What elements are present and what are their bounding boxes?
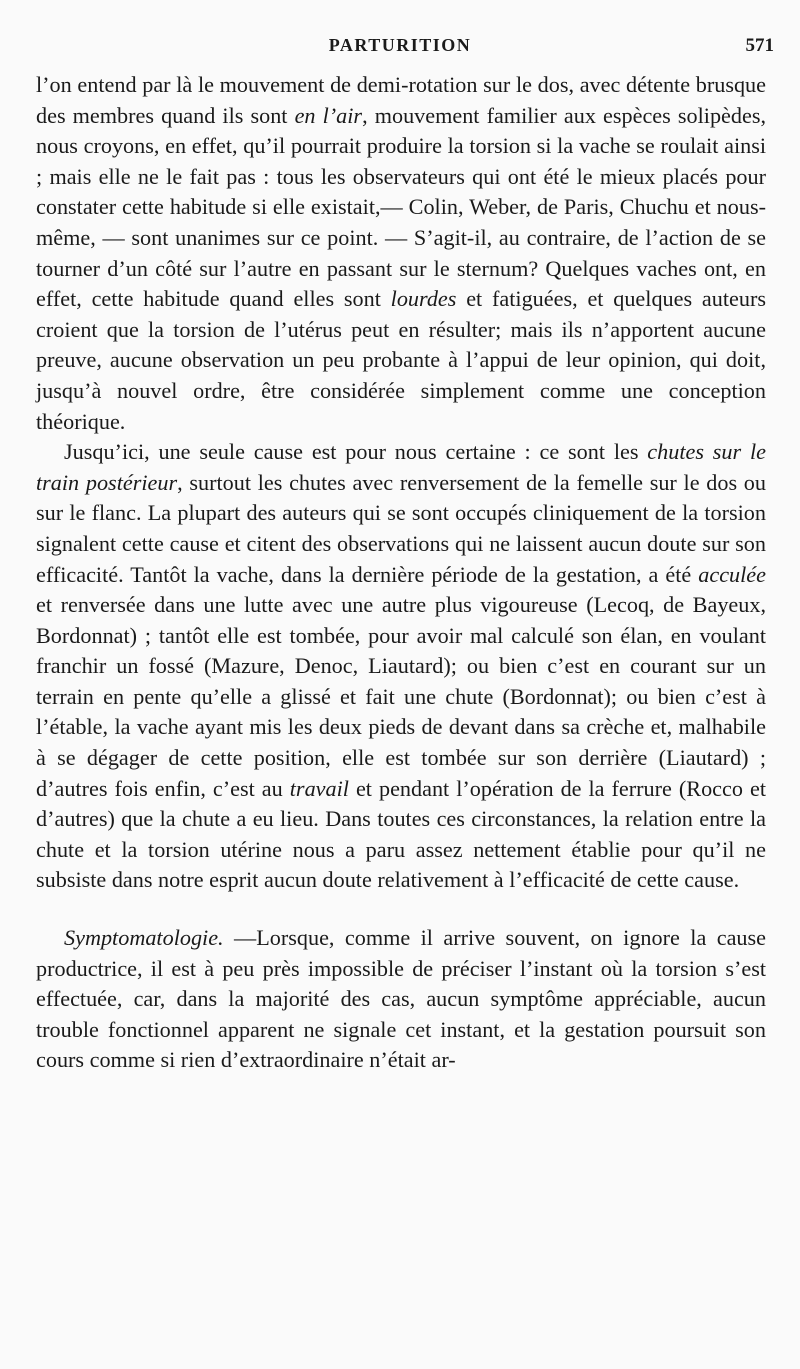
running-title: PARTURITION	[328, 35, 472, 55]
text-run: , mouvement familier aux espèces solipèdes, nous croyons, en effet, qu’il pourrait produire la torsion si la vache se roulait ainsi ; mais elle ne le fait pas : tous les observateurs qui ont été le mieux placés pour constater cette habitude si elle existait,— Colin, Weber, de Paris, Chuchu et nous-même, — sont unanimes sur ce point. — S’agit-il, au contraire, de l’action de se tourner d’un côté sur l’autre en passant sur le sternum? Quelques vaches ont, en effet, cette habitude quand elles sont	[36, 102, 767, 312]
section-gap	[36, 896, 766, 923]
paragraph-causes	[36, 437, 766, 896]
italic-term: travail	[289, 775, 349, 801]
paragraph-torsion-habit	[36, 70, 766, 437]
text-run: , surtout les chutes avec renversement de la femelle sur le dos ou sur le flanc. La plupart des auteurs qui se sont occupés cliniquement de la torsion signalent cette cause et citent des observations qui ne laissent aucun doute sur son efficacité. Tantôt la vache, dans la dernière période de la gestation, a été	[36, 469, 766, 587]
italic-term: en l’air	[294, 102, 363, 128]
text-run: et renversée dans une lutte avec une autre plus vigoureuse (Lecoq, de Bayeux, Bordonnat) ; tantôt elle est tombée, pour avoir mal calculé son élan, en voulant franchir un fossé (Mazure, Denoc, Liautard); ou bien c’est en courant sur un terrain en pente qu’elle a glissé et fait une chute (Bordonnat); ou bien c’est à l’étable, la vache ayant mis les deux pieds de devant dans sa crèche et, malhabile à se dégager de cette position, elle est tombée sur son derrière (Liautard) ; d’autres fois enfin, c’est au	[36, 592, 766, 801]
paragraph-symptomatology	[36, 923, 766, 1076]
italic-term: acculée	[698, 561, 766, 587]
text-run: l’on entend par là le mouvement de demi-rotation sur le dos, avec détente brusque des membres quand ils sont	[36, 72, 766, 128]
section-heading-symptomatology: Symptomatologie.	[64, 925, 224, 951]
body-text	[36, 70, 766, 1076]
text-run: —Lorsque, comme il arrive souvent, on ignore la cause productrice, il est à peu près impossible de préciser l’instant où la torsion s’est effectuée, car, dans la majorité des cas, aucun symptôme appréciable, aucun trouble fonctionnel apparent ne signale cet instant, et la gestation poursuit son cours comme si rien d’extraordinaire n’était ar-	[36, 925, 766, 1073]
running-head	[0, 32, 800, 60]
page-number: 571	[745, 35, 774, 56]
italic-term: chutes sur le train postérieur	[36, 439, 766, 495]
italic-term: lourdes	[390, 286, 457, 312]
text-run: et fatiguées, et quelques auteurs croient que la torsion de l’utérus peut en résulter; mais ils n’apportent aucune preuve, aucune observation un peu probante à l’appui de leur opinion, qui doit, jusqu’à nouvel ordre, être considérée simplement comme une conception théorique.	[36, 286, 766, 434]
text-run: Jusqu’ici, une seule cause est pour nous certaine : ce sont les	[64, 439, 648, 465]
text-run: et pendant l’opération de la ferrure (Rocco et d’autres) que la chute a eu lieu. Dans toutes ces circonstances, la relation entre la chute et la torsion utérine nous a paru assez nettement établie pour qu’il ne subsiste dans notre esprit aucun doute relativement à l’efficacité de cette cause.	[36, 775, 766, 893]
